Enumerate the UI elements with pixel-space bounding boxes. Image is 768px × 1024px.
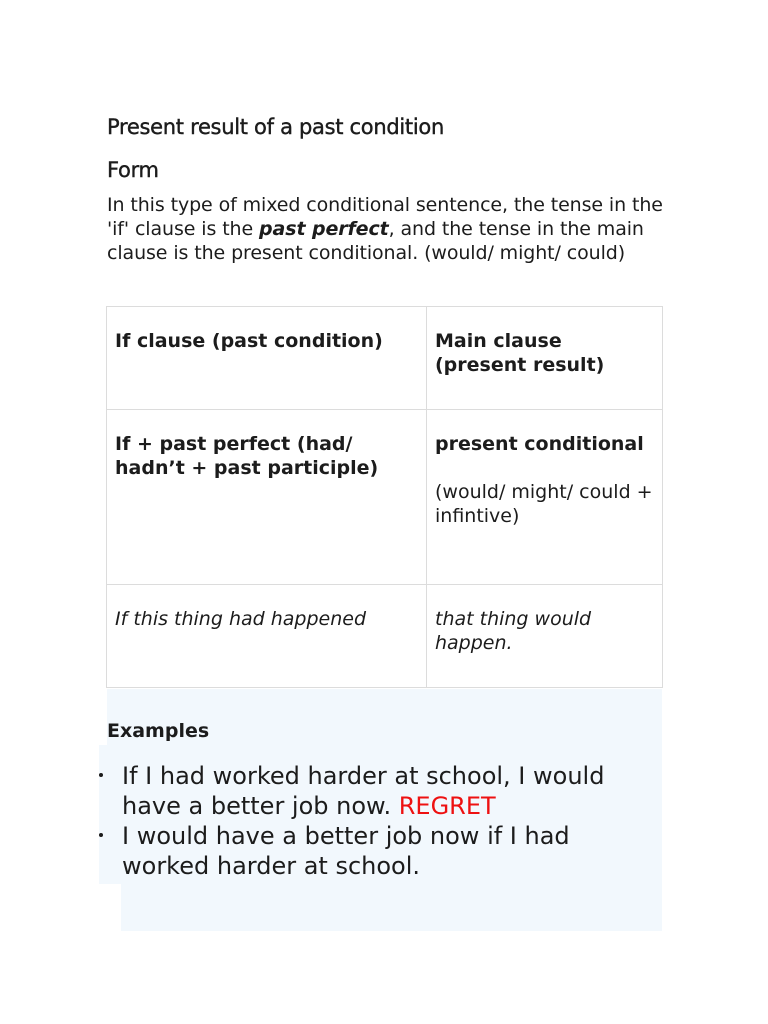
main-clause-note: (would/ might/ could + infintive) [435,481,653,527]
example-text: If I had worked harder at school, I would have a better job now. [122,762,605,820]
regret-tag: REGRET [398,792,496,820]
table-cell [107,410,427,585]
table-cell [427,585,663,688]
table-row [107,410,663,585]
main-clause-example: that thing would happen. [435,608,592,654]
bullet-icon [99,833,103,837]
intro-emphasis: past perfect [259,218,389,240]
intro-text-start: In this type of mixed conditional sentence, the tense in the 'if' clause is the [107,194,663,240]
list-item [99,761,639,821]
conditional-table [106,306,663,688]
header-main-clause: Main clause (present result) [435,330,605,376]
table-header-row [107,307,663,410]
table-cell [107,585,427,688]
table-cell [427,410,663,585]
table-cell [107,307,427,410]
list-item [99,821,639,881]
bullet-icon [99,773,103,777]
examples-list [99,761,639,881]
header-if-clause: If clause (past condition) [115,330,383,352]
section-title: Present result of a past condition [107,115,444,139]
examples-panel-gap [99,884,121,932]
form-heading: Form [107,158,159,182]
main-clause-form: present conditional [435,433,644,455]
examples-title: Examples [107,720,210,742]
intro-paragraph [107,193,667,265]
table-row [107,585,663,688]
example-text: I would have a better job now if I had worked harder at school. [122,822,570,880]
intro-text-end: , and the tense in the main clause is the present conditional. (would/ might/ could) [107,218,644,264]
if-clause-example: If this thing had happened [115,608,367,630]
table-cell [427,307,663,410]
spacer [435,456,654,480]
if-clause-form: If + past perfect (had/ hadn’t + past participle) [115,433,379,479]
